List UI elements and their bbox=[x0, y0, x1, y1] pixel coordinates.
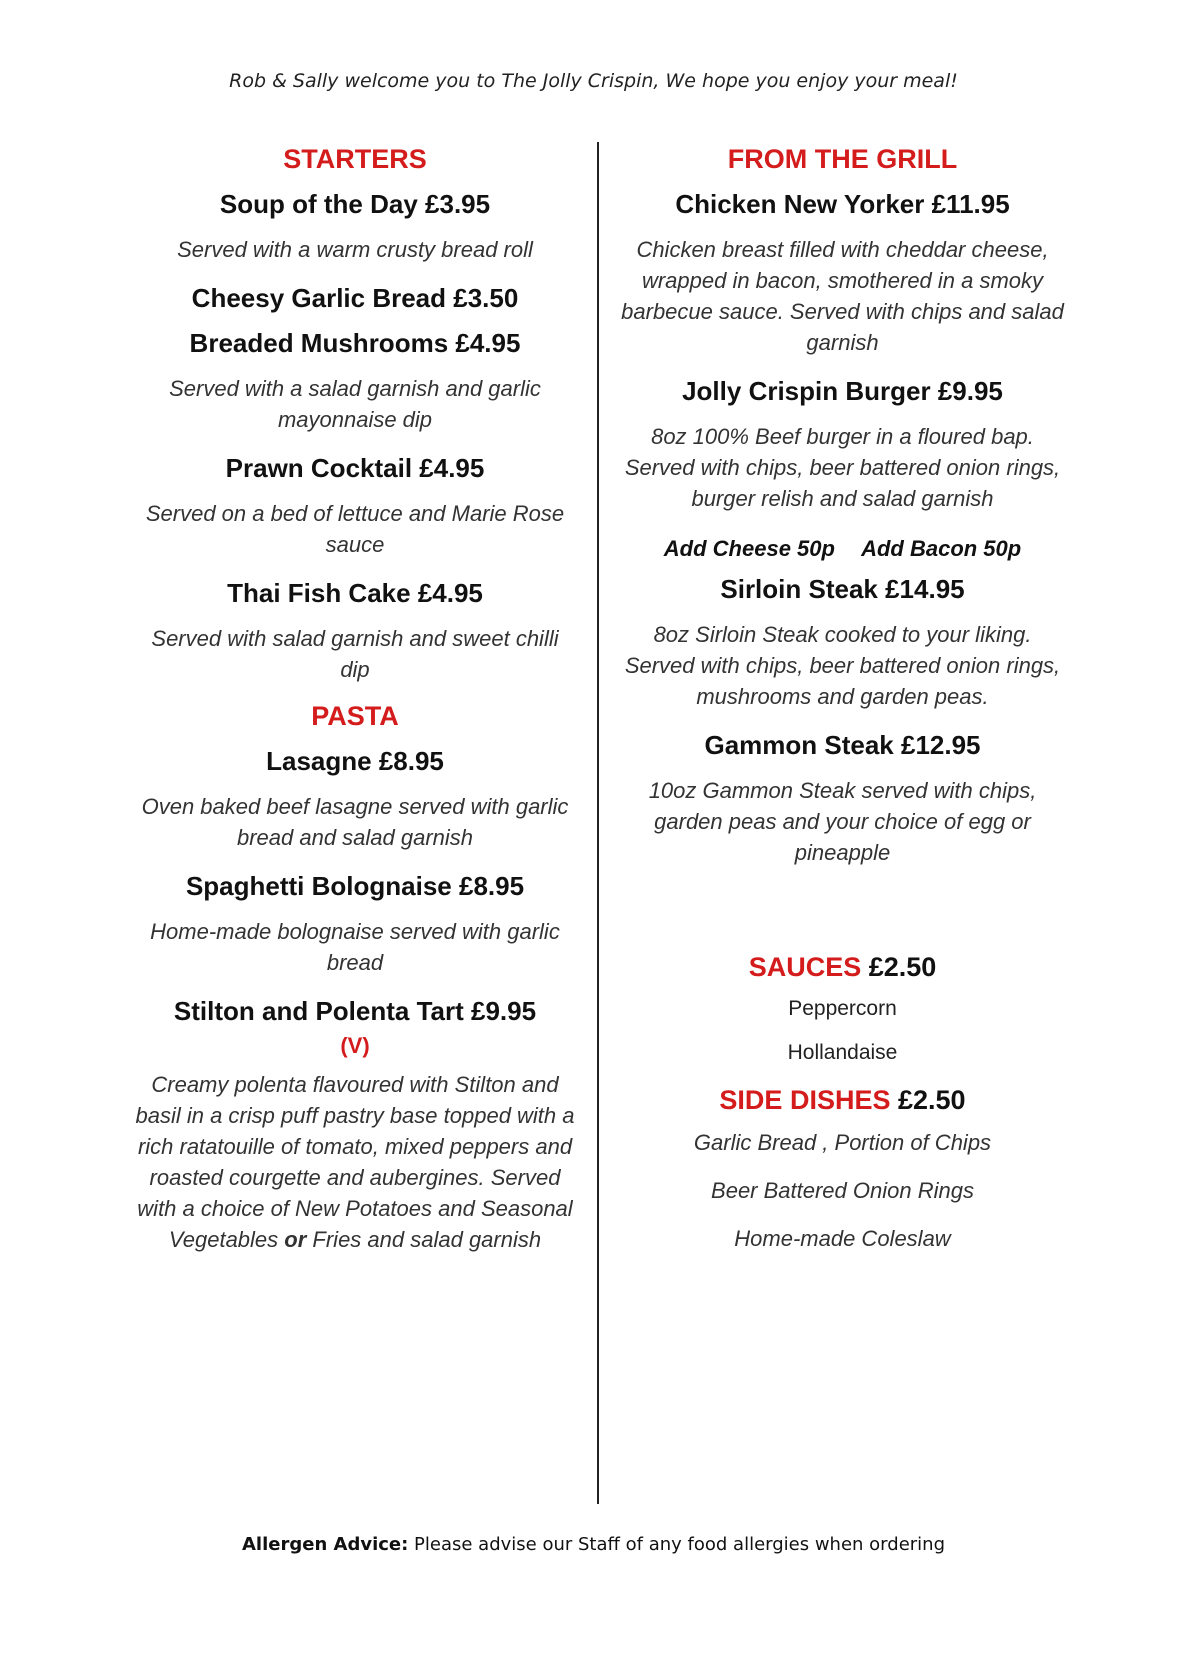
menu-item-description: 8oz 100% Beef burger in a floured bap. Served with chips, beer battered onion rings, burger relish and salad garnish bbox=[624, 424, 1061, 511]
welcome-message: Rob & Sally welcome you to The Jolly Crispin, We hope you enjoy your meal! bbox=[229, 70, 958, 92]
menu-item-description: Oven baked beef lasagne served with garlic bread and salad garnish bbox=[141, 794, 569, 850]
allergen-label: Allergen Advice: bbox=[242, 1534, 409, 1555]
menu-item-title: Sirloin Steak £14.95 bbox=[720, 574, 965, 604]
section-heading-sides bbox=[620, 1085, 1065, 1116]
side-item: Home-made Coleslaw bbox=[734, 1226, 951, 1251]
section-heading-starters: STARTERS bbox=[283, 144, 427, 174]
menu-item-description: 10oz Gammon Steak served with chips, garden peas and your choice of egg or pineapple bbox=[648, 778, 1037, 865]
sauces-price: £2.50 bbox=[868, 952, 937, 982]
right-column bbox=[620, 140, 1065, 1274]
menu-item-title: Breaded Mushrooms £4.95 bbox=[189, 328, 521, 358]
side-item: Garlic Bread , Portion of Chips bbox=[693, 1130, 992, 1155]
menu-item-description: Home-made bolognaise served with garlic bread bbox=[150, 919, 560, 975]
sides-label: SIDE DISHES bbox=[719, 1085, 891, 1115]
menu-item-description: Served with a warm crusty bread roll bbox=[177, 237, 533, 262]
description-text: Fries and salad garnish bbox=[312, 1227, 542, 1252]
addon-bacon: Add Bacon 50p bbox=[861, 536, 1022, 561]
section-heading-pasta: PASTA bbox=[311, 701, 399, 731]
sauces-label: SAUCES bbox=[748, 952, 862, 982]
menu-item-description: Served with salad garnish and sweet chilli dip bbox=[151, 626, 559, 682]
menu-item-title: Gammon Steak £12.95 bbox=[704, 730, 981, 760]
menu-item-description: Served on a bed of lettuce and Marie Rose sauce bbox=[145, 501, 565, 557]
allergen-advice bbox=[0, 1534, 1187, 1555]
menu-item-description: Served with a salad garnish and garlic mayonnaise dip bbox=[169, 376, 541, 432]
allergen-text: Please advise our Staff of any food allergies when ordering bbox=[408, 1534, 945, 1555]
menu-item-title: Cheesy Garlic Bread £3.50 bbox=[191, 283, 519, 313]
menu-item-title: Spaghetti Bolognaise £8.95 bbox=[185, 871, 525, 901]
description-or: or bbox=[284, 1227, 307, 1252]
menu-item-description: 8oz Sirloin Steak cooked to your liking. Served with chips, beer battered onion rings, mushrooms and garden peas. bbox=[624, 622, 1061, 709]
sauce-item: Hollandaise bbox=[787, 1041, 898, 1064]
menu-item-title: Jolly Crispin Burger £9.95 bbox=[682, 376, 1003, 406]
menu-item-title: Thai Fish Cake £4.95 bbox=[227, 578, 483, 608]
section-heading-sauces bbox=[620, 952, 1065, 983]
column-divider bbox=[597, 142, 599, 1504]
section-heading-grill: FROM THE GRILL bbox=[727, 144, 958, 174]
menu-item-description bbox=[135, 1069, 575, 1255]
menu-item-title: Soup of the Day £3.95 bbox=[219, 189, 491, 219]
burger-addons bbox=[620, 536, 1065, 562]
sauce-item: Peppercorn bbox=[788, 997, 897, 1020]
menu-item-title: Prawn Cocktail £4.95 bbox=[225, 453, 485, 483]
description-text: Creamy polenta flavoured with Stilton and basil in a crisp puff pastry base topped with a rich ratatouille of tomato, mixed peppers and roasted courgette and aubergines. Served with a choice of New Potatoes and Seasonal Vegetables bbox=[135, 1072, 575, 1252]
addon-cheese: Add Cheese 50p bbox=[663, 536, 835, 561]
menu-item-title: Chicken New Yorker £11.95 bbox=[675, 189, 1010, 219]
left-column bbox=[135, 140, 575, 1255]
sides-price: £2.50 bbox=[897, 1085, 966, 1115]
menu-item-description: Chicken breast filled with cheddar cheese, wrapped in bacon, smothered in a smoky barbecue sauce. Served with chips and salad garnish bbox=[621, 237, 1064, 355]
vegetarian-badge: (V) bbox=[340, 1033, 370, 1058]
menu-item-title: Lasagne £8.95 bbox=[266, 746, 444, 776]
side-item: Beer Battered Onion Rings bbox=[711, 1178, 974, 1203]
menu-item-title: Stilton and Polenta Tart £9.95 bbox=[173, 996, 537, 1026]
